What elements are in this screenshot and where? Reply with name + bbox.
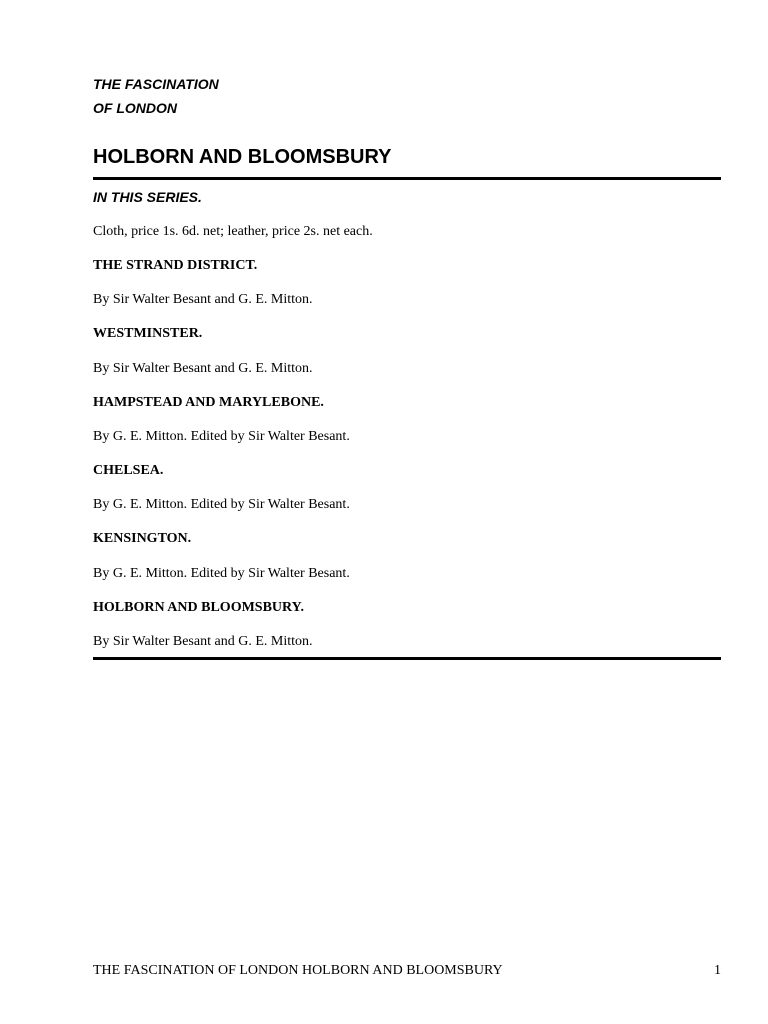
entry-title-chelsea: CHELSEA.	[93, 463, 164, 478]
entry-byline-kensington: By G. E. Mitton. Edited by Sir Walter Besant.	[93, 566, 350, 581]
entry-byline-strand: By Sir Walter Besant and G. E. Mitton.	[93, 292, 313, 307]
entry-title-holborn: HOLBORN AND BLOOMSBURY.	[93, 600, 304, 615]
bottom-divider	[93, 657, 721, 660]
footer-running-title: THE FASCINATION OF LONDON HOLBORN AND BLOOMSBURY	[93, 963, 503, 978]
series-heading: IN THIS SERIES.	[93, 189, 202, 205]
entry-byline-chelsea: By G. E. Mitton. Edited by Sir Walter Besant.	[93, 497, 350, 512]
entry-byline-hampstead: By G. E. Mitton. Edited by Sir Walter Besant.	[93, 429, 350, 444]
footer-page-number: 1	[714, 963, 721, 978]
entry-title-westminster: WESTMINSTER.	[93, 326, 203, 341]
entry-title-kensington: KENSINGTON.	[93, 531, 192, 546]
top-divider	[93, 177, 721, 180]
series-title-line-1: THE FASCINATION	[93, 76, 219, 92]
entry-title-strand: THE STRAND DISTRICT.	[93, 258, 258, 273]
series-title-line-2: OF LONDON	[93, 100, 177, 116]
entry-byline-westminster: By Sir Walter Besant and G. E. Mitton.	[93, 361, 313, 376]
entry-title-hampstead: HAMPSTEAD AND MARYLEBONE.	[93, 395, 324, 410]
price-line: Cloth, price 1s. 6d. net; leather, price 2s. net each.	[93, 224, 373, 239]
page-title: HOLBORN AND BLOOMSBURY	[93, 146, 392, 168]
entry-byline-holborn: By Sir Walter Besant and G. E. Mitton.	[93, 634, 313, 649]
